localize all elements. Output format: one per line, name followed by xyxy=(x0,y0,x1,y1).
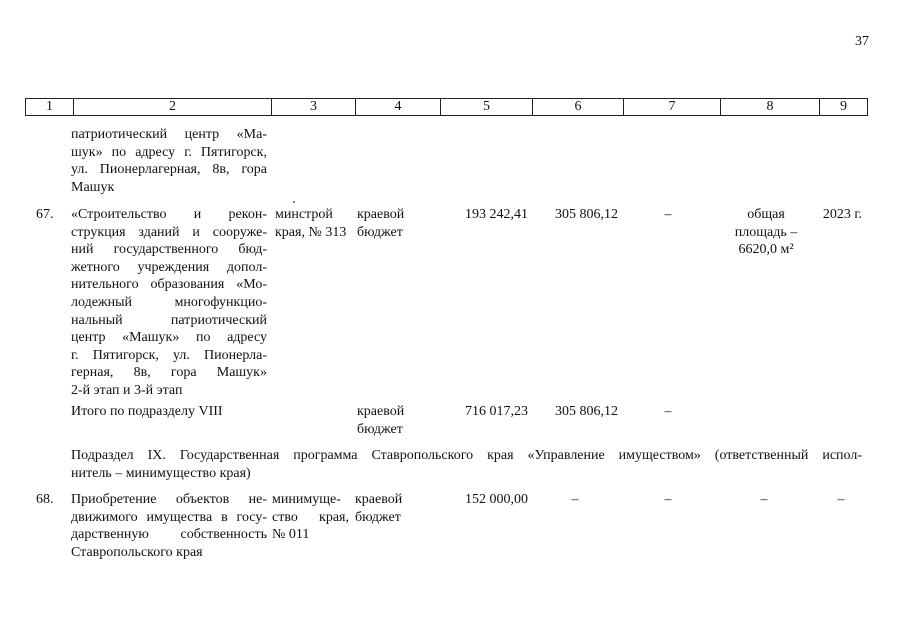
subsection-heading xyxy=(71,447,862,482)
subtotal-label: Итого по подразделу VIII xyxy=(71,404,223,419)
executor xyxy=(272,491,349,544)
text-line: ство края, xyxy=(272,509,349,525)
text-line: бюджет xyxy=(357,224,403,240)
text-line: № 011 xyxy=(272,527,310,543)
text-line: минимуще- xyxy=(272,492,341,507)
year-col9: 2023 г. xyxy=(822,207,862,222)
amount-col5: 716 017,23 xyxy=(465,404,528,419)
text-line: нительного образования «Мо- xyxy=(71,277,267,293)
value-col6: – xyxy=(571,492,579,507)
text-line: Подраздел IX. Государственная программа Ставропольского края «Управление имуществом» (ответственный испол- xyxy=(71,448,862,463)
funding-source xyxy=(355,491,415,526)
text-line: движимого имущества в госу- xyxy=(71,509,267,525)
continuation-name xyxy=(71,126,267,196)
text-line: лодежный многофункцио- xyxy=(71,294,267,310)
text-line: бюджет xyxy=(357,421,403,437)
header-col-9: 9 xyxy=(820,99,868,116)
value-col7: – xyxy=(664,207,672,222)
text-line: ул. Пионерлагерная, 8в, гора xyxy=(71,162,267,178)
row-number: 68. xyxy=(36,492,54,507)
header-col-4: 4 xyxy=(356,99,441,116)
text-line: герная, 8в, гора Машук» xyxy=(71,365,267,381)
text-line: нальный патриотический xyxy=(71,312,267,328)
text-line: 2-й этап и 3-й этап xyxy=(71,382,183,398)
amount-col5: 193 242,41 xyxy=(465,207,528,222)
text-line: Ставропольского края xyxy=(71,544,203,560)
text-line: центр «Машук» по адресу xyxy=(71,330,267,346)
object-name xyxy=(71,491,267,561)
header-col-2: 2 xyxy=(74,99,272,116)
header-col-3: 3 xyxy=(272,99,356,116)
header-col-8: 8 xyxy=(721,99,820,116)
text-line: краевой xyxy=(355,492,403,507)
value-col8: – xyxy=(760,492,768,507)
funding-source xyxy=(357,403,417,438)
text-line: краевой xyxy=(357,404,405,419)
text-line: дарственную собственность xyxy=(71,527,267,543)
value-col7: – xyxy=(664,492,672,507)
value-col9: – xyxy=(837,492,845,507)
header-col-5: 5 xyxy=(441,99,533,116)
row-number: 67. xyxy=(36,207,54,222)
value-col7: – xyxy=(664,404,672,419)
text-line: Машук xyxy=(71,179,115,195)
amount-col5: 152 000,00 xyxy=(465,492,528,507)
header-col-7: 7 xyxy=(624,99,721,116)
header-col-1: 1 xyxy=(26,99,74,116)
funding-source xyxy=(357,206,417,241)
table-header-row xyxy=(25,98,868,116)
executor xyxy=(275,206,351,241)
text-line: струкция зданий и сооруже- xyxy=(71,224,267,240)
text-line: «Строительство и рекон- xyxy=(71,207,267,222)
text-line: нитель – минимущество края) xyxy=(71,465,251,481)
text-line: жетного учреждения допол- xyxy=(71,259,267,275)
text-line: минстрой xyxy=(275,207,333,222)
text-line: патриотический центр «Ма- xyxy=(71,127,267,142)
text-line: края, № 313 xyxy=(275,224,347,240)
amount-col6: 305 806,12 xyxy=(555,404,618,419)
scan-speck xyxy=(293,201,295,203)
text-line: 6620,0 м² xyxy=(738,242,794,258)
header-col-6: 6 xyxy=(533,99,624,116)
text-line: г. Пятигорск, ул. Пионерла- xyxy=(71,347,267,363)
object-name xyxy=(71,206,267,400)
text-line: Приобретение объектов не- xyxy=(71,492,267,507)
text-line: площадь – xyxy=(734,224,798,240)
amount-col6: 305 806,12 xyxy=(555,207,618,222)
text-line: шук» по адресу г. Пятигорск, xyxy=(71,144,267,160)
text-line: краевой xyxy=(357,207,405,222)
capacity-col8 xyxy=(718,206,814,259)
page-number: 37 xyxy=(855,34,869,49)
text-line: ний государственного бюд- xyxy=(71,242,267,258)
text-line: бюджет xyxy=(355,509,401,525)
text-line: общая xyxy=(747,207,785,222)
